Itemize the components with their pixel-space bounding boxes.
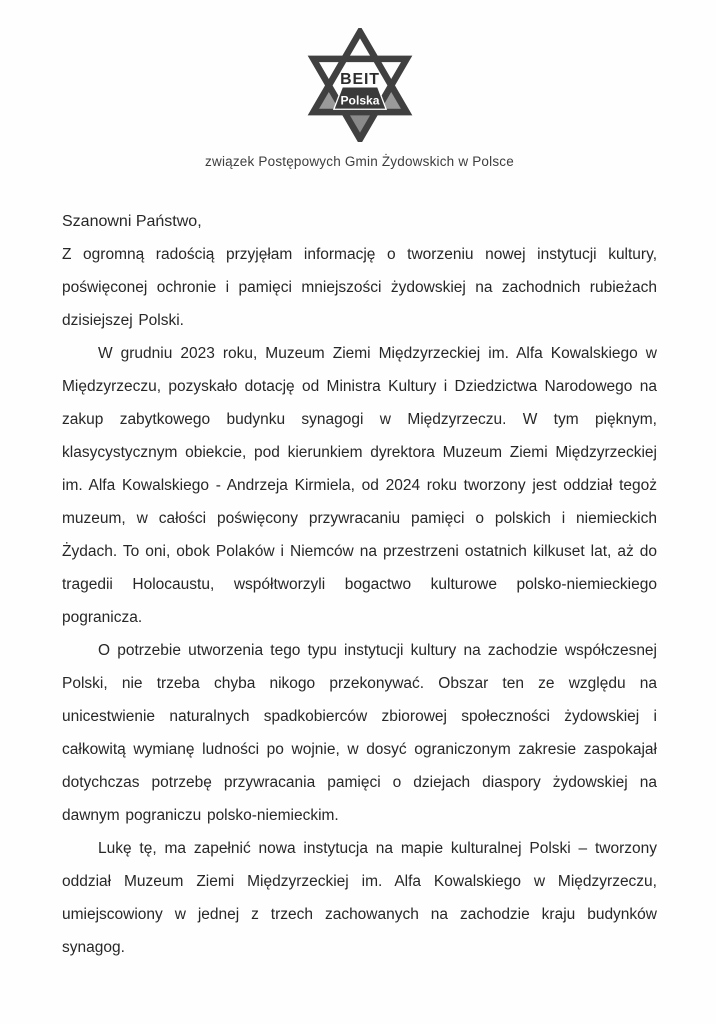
letter-paragraph: O potrzebie utworzenia tego typu instytucji kultury na zachodzie współczesnej Polski, nie trzeba chyba nikogo przekonywać. Obszar ten ze względu na unicestwienie naturalnych spadkobierców zbiorowej społeczności żydowskiej i całkowitą wymianę ludności po wojnie, w dosyć ograniczonym zakresie zaspokajał dotychczas potrzebę przywracania pamięci o dziejach diaspory żydowskiej na dawnym pograniczu polsko-niemieckim. bbox=[62, 642, 657, 824]
organization-subtitle: związek Postępowych Gmin Żydowskich w Polsce bbox=[205, 154, 514, 169]
letter-body bbox=[62, 205, 657, 964]
letter-paragraph: Lukę tę, ma zapełnić nowa instytucja na mapie kulturalnej Polski – tworzony oddział Muzeum Ziemi Międzyrzeckiej im. Alfa Kowalskiego w Międzyrzeczu, umiejscowiony w jednej z trzech zachowanych na zachodzie kraju budynków synagog. bbox=[62, 840, 657, 956]
logo-acronym: BEIT bbox=[339, 71, 380, 89]
letter-paragraph: W grudniu 2023 roku, Muzeum Ziemi Międzyrzeckiej im. Alfa Kowalskiego w Międzyrzeczu, pozyskało dotację od Ministra Kultury i Dziedzictwa Narodowego na zakup zabytkowego budynku synagogi w Międzyrzeczu. W tym pięknym, klasycystycznym obiekcie, pod kierunkiem dyrektora Muzeum Ziemi Międzyrzeckiej im. Alfa Kowalskiego - Andrzeja Kirmiela, od 2024 roku tworzony jest oddział tegoż muzeum, w całości poświęcony przywracaniu pamięci o polskich i niemieckich Żydach. To oni, obok Polaków i Niemców na przestrzeni ostatnich kilkuset lat, aż do tragedii Holocaustu, współtworzyli bogactwo kulturowe polsko-niemieckiego pogranicza. bbox=[62, 345, 657, 626]
letter-paragraph: Z ogromną radością przyjęłam informację o tworzeniu nowej instytucji kultury, poświęconej ochronie i pamięci mniejszości żydowskiej na zachodnich rubieżach dzisiejszej Polski. bbox=[62, 246, 657, 329]
beit-polska-logo bbox=[62, 28, 657, 147]
star-of-david-icon bbox=[304, 28, 416, 142]
salutation: Szanowni Państwo, bbox=[62, 213, 202, 230]
logo-subname: Polska bbox=[339, 93, 380, 108]
